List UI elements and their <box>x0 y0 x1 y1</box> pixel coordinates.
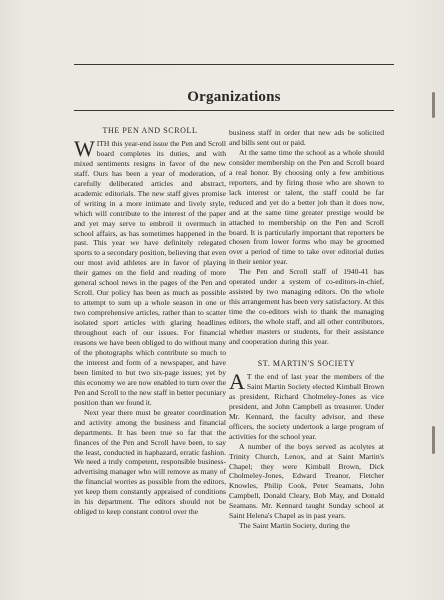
paragraph <box>229 368 384 442</box>
header-rule <box>74 110 394 111</box>
left-column <box>74 126 226 517</box>
top-rule <box>74 64 394 65</box>
drop-cap: A <box>229 368 245 394</box>
right-column <box>229 128 384 531</box>
page-title: Organizations <box>187 89 281 105</box>
paragraph <box>74 135 226 408</box>
paragraph: The Saint Martin Society, during the <box>239 521 350 531</box>
paragraph: business staff in order that new ads be solicited and bills sent out or paid. <box>229 128 384 147</box>
binding-mark <box>432 92 435 118</box>
section-title-pen-and-scroll: THE PEN AND SCROLL <box>102 126 198 135</box>
binding-mark <box>432 426 435 454</box>
paragraph: At the same time the school as a whole should consider membership on the Pen and Scroll board a real honor. By choosing only a few ambitious reporters, and by firing those who are shown to lack interest or talent, the staff could be far reduced and yet do a better job than it does now, and at the same time greater prestige would be attached to membership on the Pen and Scroll board. It is particularly important that reporters be chosen from lower forms who may be groomed over a period of time to take over editorial duties in their senior year. <box>229 147 384 267</box>
paragraph: Next year there must be greater coordination and activity among the business and financial departments. It has been true so far that the finances of the Pen and Scroll have been, to say the least, conducted in haphazard, erratic fashion. We need a truly competent, responsible business-advertising manager who will remove as many of the financial worries as possible from the editors, yet keep them constantly appraised of conditions in his department. The editors should not be obliged to keep constant control over the <box>74 407 226 517</box>
paragraph: A number of the boys served as acolytes at Trinity Church, Lenox, and at Saint Martin's Chapel; they were Kimball Brown, Dick Cholmeley-Jones, Edward Treanor, Fletcher Knowles, Philip Cook, Peter Seamans, John Campbell, Donald Cleary, Bob May, and Donald Seamans. Mr. Kennard taught Sunday school at Saint Helena's Chapel as in past years. <box>229 441 384 521</box>
section-title-st-martins: ST. MARTIN'S SOCIETY <box>257 358 356 368</box>
section-spacer <box>229 347 384 359</box>
paragraph-text: T the end of last year the members of the Saint Martin Society elected Kimball Brown as president, Richard Cholmeley-Jones as vice president, and John Campbell as treasurer. Under Mr. Kennard, the faculty advisor, and these officers, the society undertook a large program of activities for the school year. <box>229 371 384 441</box>
drop-cap: W <box>74 135 95 161</box>
paragraph-text: ITH this year-end issue the Pen and Scroll board completes its duties, and with mixed sentiments resigns in favor of the new staff. Ours has been a year of moderation, of carefully deliberated articles and abstract, academic editorials. The new staff gives promise of writing in a more intimate and lively style, which will contribute to the interest of the paper and yet may serve to embroil it overmuch in school affairs, as has sometimes happened in the past. This year we have definitely relegated sports to a secondary position, believing that even our most avid athletes are in favor of playing their games on the field and reading of more general school news in the pages of the Pen and Scroll. Our policy has been as much as possible to attempt to sum up a whole season in one or two comprehensive articles, rather than to scatter isolated sport articles with glaring headlines throughout each of our issues. For financial reasons we have been obliged to do without many of the photographs which contribute so much to the interest and form of a newspaper, and have been limited to but two six-page issues; yet by this economy we are now enabled to turn over the Pen and Scroll to the new staff in better pecuniary position than we found it. <box>74 138 226 407</box>
paragraph: The Pen and Scroll staff of 1940-41 has operated under a system of co-editors-in-chief, assisted by two managing editors. On the whole this arrangement has been very satisfactory. At this time the co-editors wish to thank the managing editors, the whole staff, and all other contributors, whether masters or students, for their assistance and cooperation during this year. <box>229 267 384 347</box>
